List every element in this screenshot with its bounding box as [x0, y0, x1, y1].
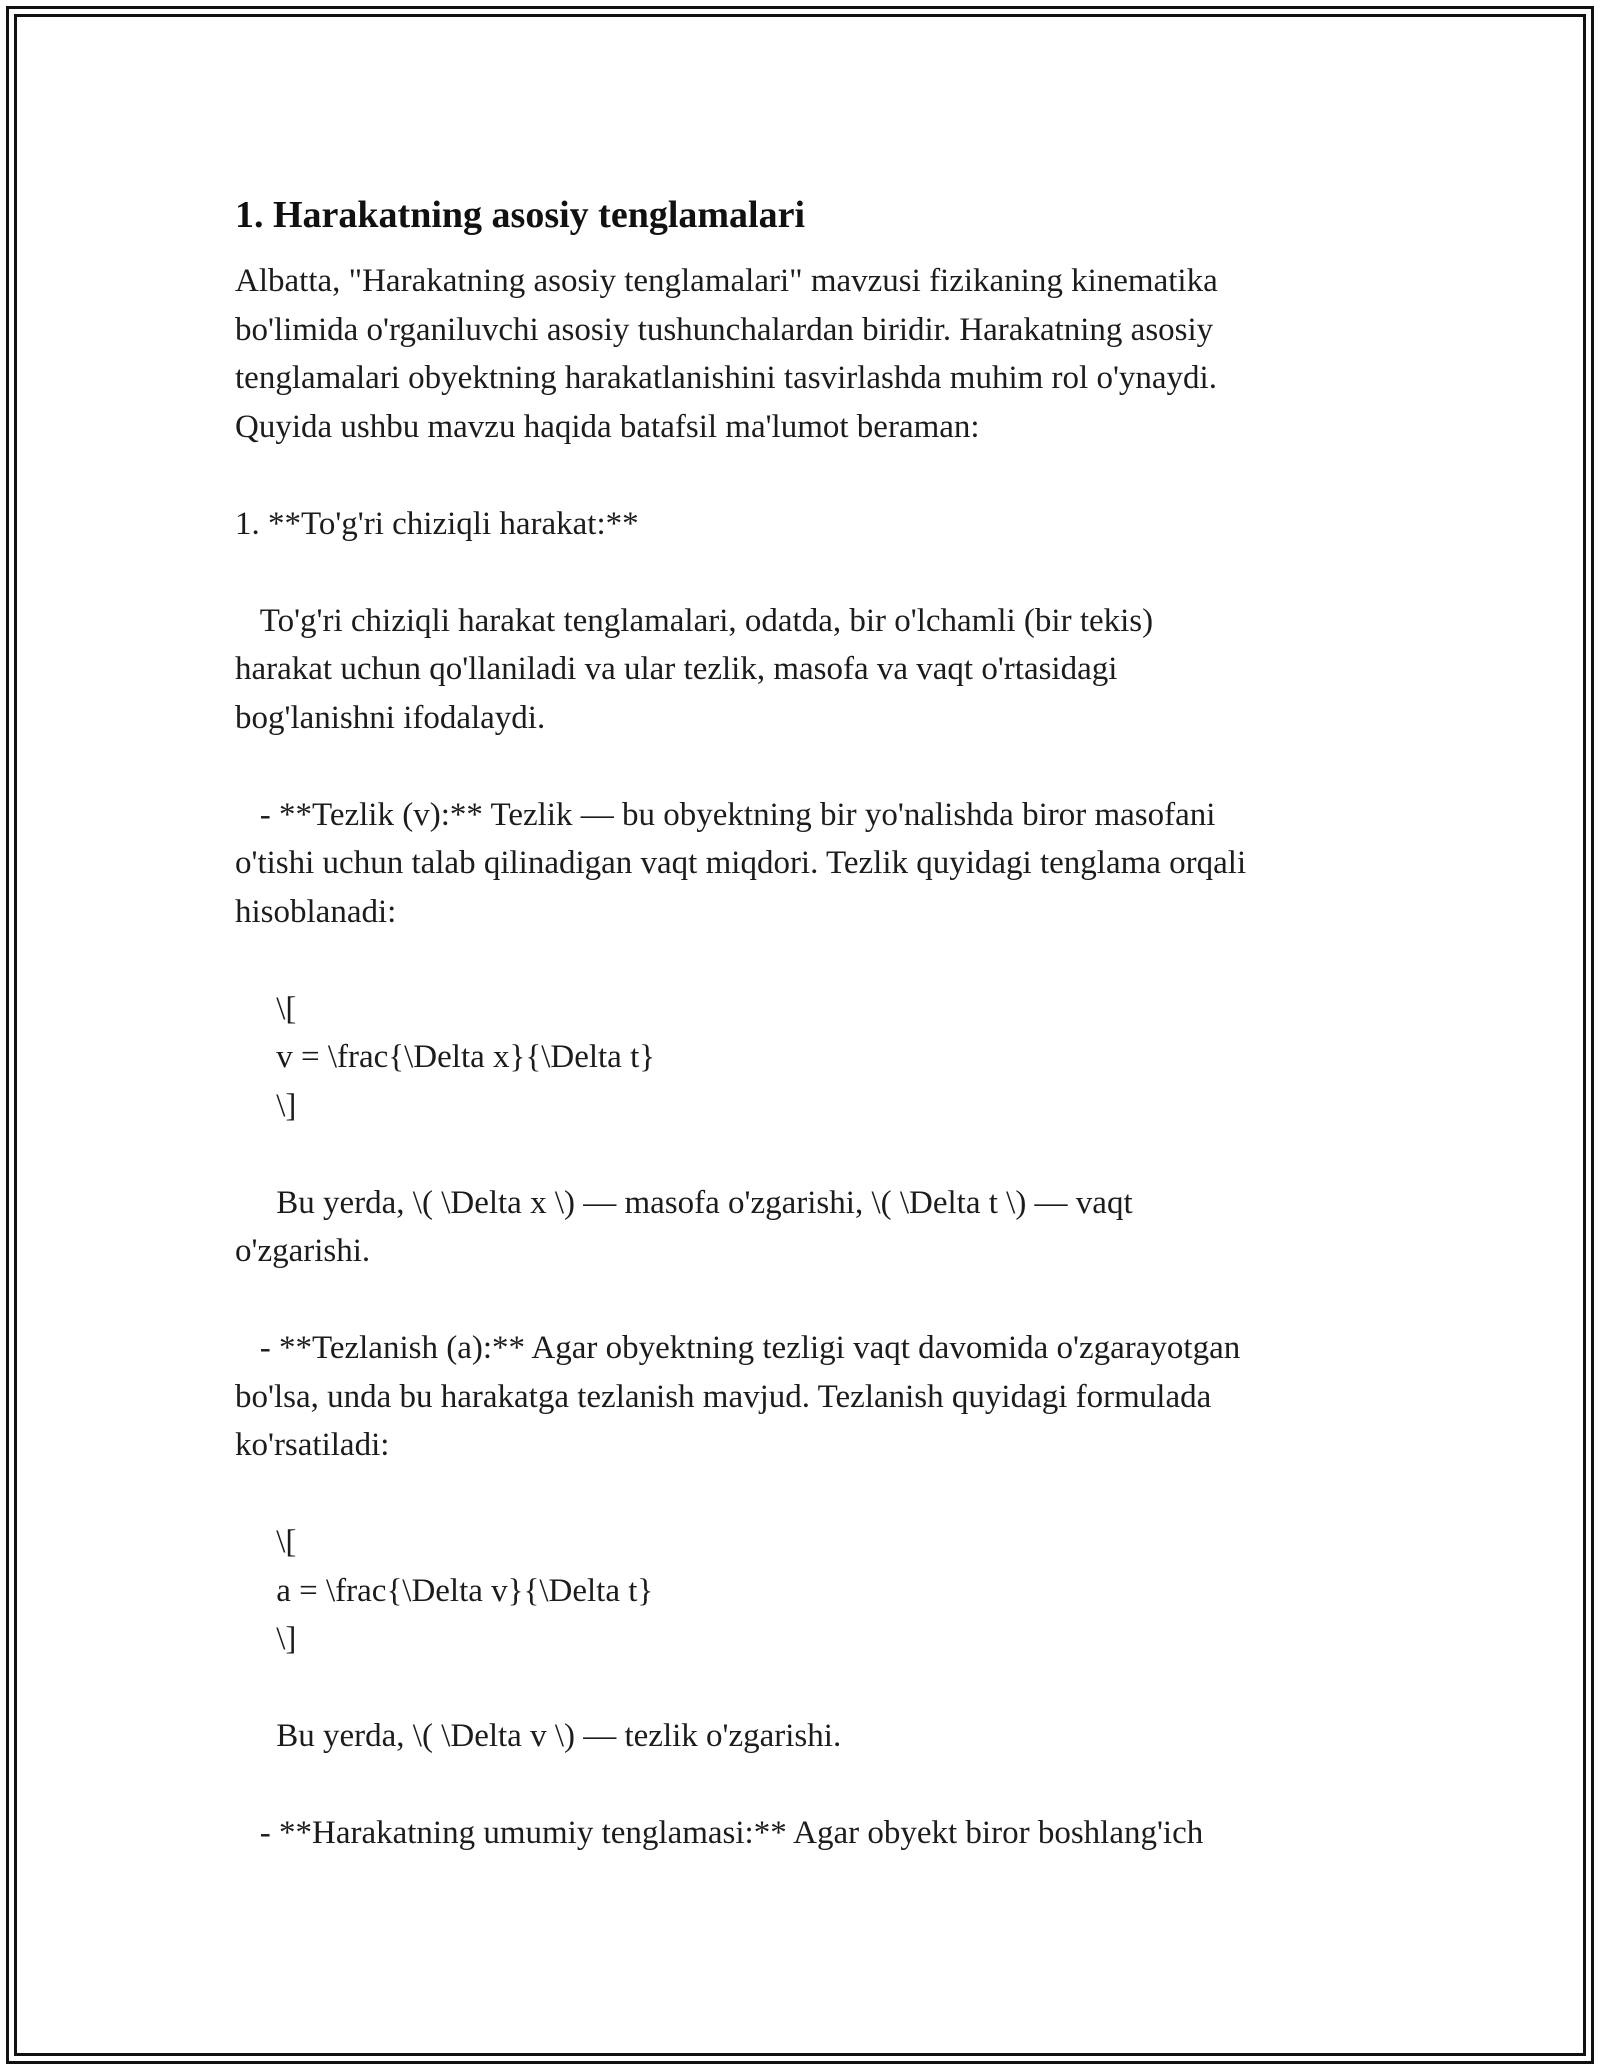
paragraph-gap [235, 1470, 1405, 1519]
section-heading-straight-motion: 1. **To'g'ri chiziqli harakat:** [235, 505, 639, 542]
acceleration-explanation: Bu yerda, \( \Delta v \) — tezlik o'zgarishi. [235, 1718, 842, 1754]
paragraph-gap [235, 1276, 1405, 1325]
paragraph-gap [235, 742, 1405, 791]
velocity-explanation: Bu yerda, \( \Delta x \) — masofa o'zgarishi, \( \Delta t \) — vaqt o'zgarishi. [235, 1184, 1133, 1269]
paragraph-gap [235, 1664, 1405, 1713]
velocity-item: - **Tezlik (v):** Tezlik — bu obyektning bir yo'nalishda biror masofani o'tishi uchun talab qilinadigan vaqt miqdori. Tezlik quyidagi tenglama orqali hisoblanadi: [235, 796, 1247, 930]
document-body [235, 185, 1405, 1858]
general-equation-item: - **Harakatning umumiy tenglamasi:** Agar obyekt biror boshlang'ich [235, 1815, 1204, 1851]
acceleration-formula: \[ a = \frac{\Delta v}{\Delta t} \] [276, 1524, 654, 1657]
velocity-formula: \[ v = \frac{\Delta x}{\Delta t} \] [276, 990, 656, 1124]
document-title: 1. Harakatning asosiy tenglamalari [235, 194, 806, 236]
paragraph-gap [235, 451, 1405, 500]
paragraph-gap [235, 1130, 1405, 1179]
paragraph-gap [235, 548, 1405, 597]
intro-paragraph: Albatta, "Harakatning asosiy tenglamalari" mavzusi fizikaning kinematika bo'limida o'rganiluvchi asosiy tushunchalardan biridir. Harakatning asosiy tenglamalari obyektning harakatlanishini tasvirlashda muhim rol o'ynaydi. Quyida ushbu mavzu haqida batafsil ma'lumot beraman: [235, 263, 1218, 445]
acceleration-item: - **Tezlanish (a):** Agar obyektning tezligi vaqt davomida o'zgarayotgan bo'lsa, unda bu harakatga tezlanish mavjud. Tezlanish quyidagi formulada ko'rsatiladi: [235, 1330, 1241, 1463]
paragraph-gap [235, 1761, 1405, 1810]
paragraph-gap [235, 936, 1405, 985]
straight-motion-paragraph: To'g'ri chiziqli harakat tenglamalari, odatda, bir o'lchamli (bir tekis) harakat uchun qo'llaniladi va ular tezlik, masofa va vaqt o'rtasidagi bog'lanishni ifodalaydi. [235, 602, 1154, 736]
